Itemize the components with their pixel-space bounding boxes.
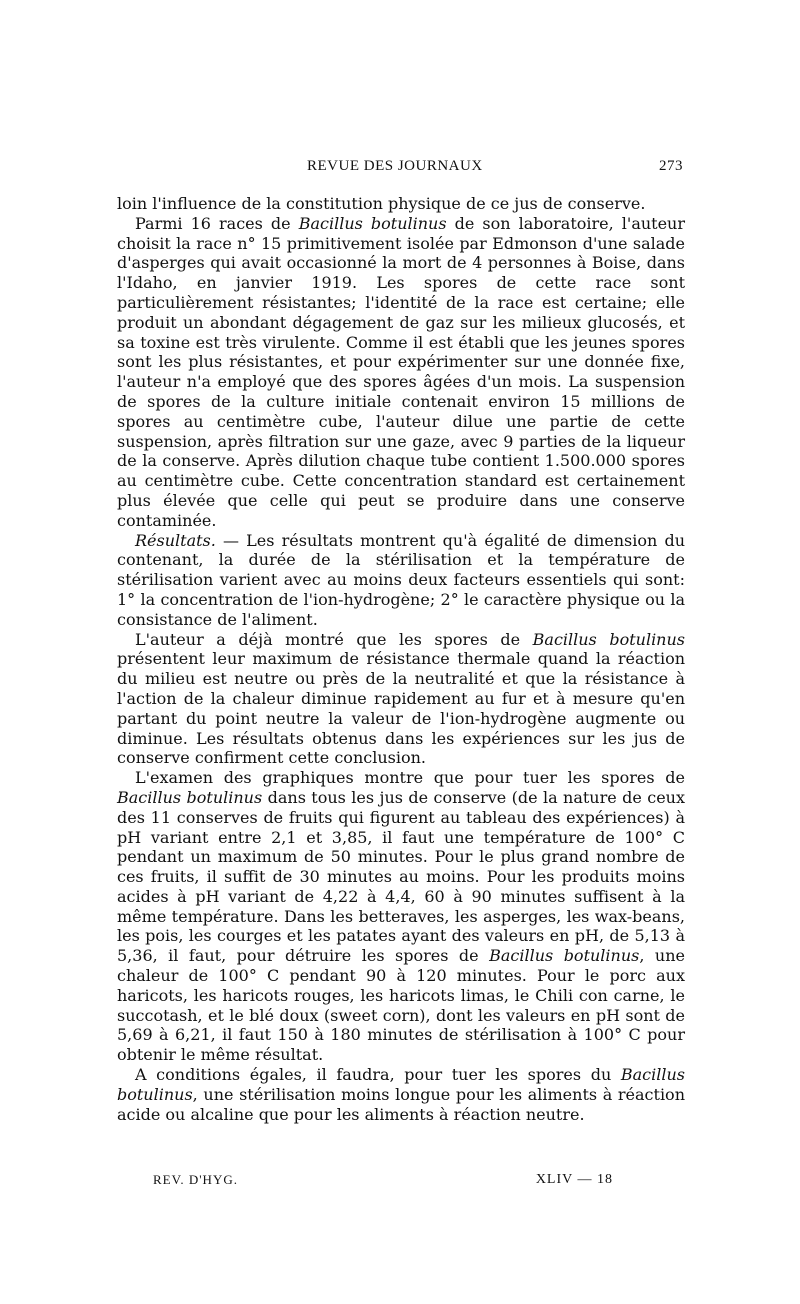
- species-name: Bacillus botulinus: [117, 787, 263, 807]
- paragraph: [117, 630, 685, 769]
- species-name: Bacillus botulinus: [489, 946, 640, 966]
- text-segment: loin l'influence de la constitution physique de ce jus de conserve.: [117, 194, 646, 213]
- section-label: Résultats.: [135, 530, 216, 550]
- paragraph: [117, 768, 685, 1065]
- text-segment: L'auteur a déjà montré que les spores de: [135, 629, 533, 649]
- paragraph: [117, 1065, 685, 1124]
- paragraph: [117, 194, 685, 214]
- volume-signature: XLIV — 18: [535, 1172, 613, 1187]
- text-segment: dans tous les jus de conserve (de la nature de ceux des 11 conserves de fruits qui figurent au tableau des expériences) à pH variant entre 2,1 et 3,85, il faut une température de 100° C pendant un maximum de 50 minutes. Pour le plus grand nombre de ces fruits, il suffit de 30 minutes au moins. Pour les produits moins acides à pH variant de 4,22 à 4,4, 60 à 90 minutes suffisent à la même température. Dans les betteraves, les asperges, les wax-beans, les pois, les courges et les patates ayant des valeurs en pH, de 5,13 à 5,36, il faut, pour détruire les spores de: [117, 787, 686, 966]
- paragraph: [117, 531, 685, 630]
- text-segment: présentent leur maximum de résistance thermale quand la réaction du milieu est neutre ou près de la neutralité et que la résistance à l'action de la chaleur diminue rapidement au fur et à mesure qu'en partant du point neutre la valeur de l'ion-hydrogène augmente ou diminue. Les résultats obtenus dans les expériences sur les jus de conserve confirment cette conclusion.: [117, 649, 685, 768]
- species-name: Bacillus botulinus: [532, 629, 686, 649]
- text-segment: , une stérilisation moins longue pour les aliments à réaction acide ou alcaline que pour les aliments à réaction neutre.: [117, 1084, 685, 1124]
- text-segment: A conditions égales, il faudra, pour tuer les spores du: [135, 1065, 621, 1085]
- page: [117, 158, 685, 1124]
- page-number: 273: [659, 158, 683, 174]
- text-segment: , une chaleur de 100° C pendant 90 à 120 minutes. Pour le porc aux haricots, les haricots rouges, les haricots limas, le Chili con carne, le succotash, et le blé doux (sweet corn), dont les valeurs en pH sont de 5,69 à 6,21, il faut 150 à 180 minutes de stérilisation à 100° C pour obtenir le même résultat.: [117, 946, 685, 1065]
- text-segment: de son laboratoire, l'auteur choisit la race n° 15 primitivement isolée par Edmonson d'une salade d'asperges qui avait occasionné la mort de 4 personnes à Boise, dans l'Idaho, en janvier 1919. Les spores de cette race sont particulièrement résistantes; l'identité de la race est certaine; elle produit un abondant dégagement de gaz sur les milieux glucosés, et sa toxine est très virulente. Comme il est établi que les jeunes spores sont les plus résistantes, et pour expérimenter sur une donnée fixe, l'auteur n'a employé que des spores âgées d'un mois. La suspension de spores de la culture initiale contenait environ 15 millions de spores au centimètre cube, l'auteur dilue une partie de cette suspension, après filtration sur une gaze, avec 9 parties de la liqueur de la conserve. Après dilution chaque tube contient 1.500.000 spores au centimètre cube. Cette concentration standard est certainement plus élevée que celle qui peut se produire dans une conserve contaminée.: [117, 213, 686, 530]
- text-segment: — Les résultats montrent qu'à égalité de dimension du contenant, la durée de la stérilisation et la température de stérilisation varient avec au moins deux facteurs essentiels qui sont: 1° la concentration de l'ion-hydrogène; 2° le caractère physique ou la consistance de l'aliment.: [117, 530, 685, 629]
- paragraph: [117, 214, 685, 531]
- running-title: REVUE DES JOURNAUX: [307, 158, 483, 174]
- text-segment: L'examen des graphiques montre que pour tuer les spores de: [135, 768, 685, 788]
- journal-signature: REV. D'HYG.: [153, 1172, 238, 1187]
- article-body: [117, 194, 685, 1124]
- running-header: [117, 158, 685, 182]
- text-segment: Parmi 16 races de: [135, 213, 299, 233]
- species-name: Bacillus botulinus: [117, 1065, 685, 1104]
- species-name: Bacillus botulinus: [298, 213, 447, 233]
- page-footer: [153, 1172, 613, 1192]
